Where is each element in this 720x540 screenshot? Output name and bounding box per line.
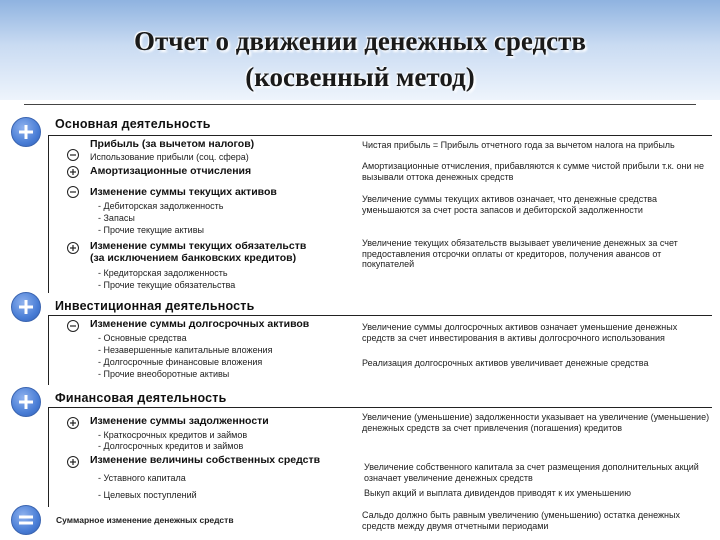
section-border — [48, 315, 49, 385]
list-item: - Кредиторская задолженность — [98, 268, 228, 278]
plus-sign-icon — [67, 166, 79, 178]
plus-sign-icon — [67, 242, 79, 254]
list-item: - Долгосрочных кредитов и займов — [98, 441, 244, 451]
section-border — [48, 407, 49, 507]
list-item: - Прочие текущие активы — [98, 225, 204, 235]
plus-circle-icon — [11, 387, 41, 417]
plus-circle-icon — [11, 292, 41, 322]
plus-sign-icon — [67, 417, 79, 429]
buyback-note: Выкуп акций и выплата дивидендов приводят к их уменьшению — [364, 488, 631, 498]
list-item: - Долгосрочные финансовые вложения — [98, 357, 263, 367]
list-item: - Незавершенные капитальные вложения — [98, 345, 273, 355]
list-item: - Прочие внеоборотные активы — [98, 369, 230, 379]
list-item: - Запасы — [98, 213, 135, 223]
list-item: - Прочие текущие обязательства — [98, 280, 236, 290]
debt-note: Увеличение (уменьшение) задолженности указывает на увеличение (уменьшение) денежных средств за счет привлечения (погашения) кредитов — [362, 412, 710, 433]
minus-sign-icon — [67, 149, 79, 161]
current-liabilities-heading-2: (за исключением банковских кредитов) — [90, 252, 297, 264]
profit-heading: Прибыль (за вычетом налогов) — [90, 138, 255, 150]
section-operating-title: Основная деятельность — [55, 117, 211, 131]
long-term-assets-note: Увеличение суммы долгосрочных активов означает уменьшение денежных средств за счет инвестирования в активы долгосрочного использования — [362, 322, 678, 343]
list-item: - Целевых поступлений — [98, 490, 197, 500]
section-investing-title: Инвестиционная деятельность — [55, 299, 255, 313]
section-divider — [48, 315, 712, 316]
list-item: - Основные средства — [98, 333, 187, 343]
summary-label: Суммарное изменение денежных средств — [56, 515, 234, 525]
amortization-note: Амортизационные отчисления, прибавляются к сумме чистой прибыли т.к. они не вызывали оттока денежных средств — [362, 161, 705, 182]
list-item: - Уставного капитала — [98, 473, 186, 483]
summary-note: Сальдо должно быть равным увеличению (уменьшению) остатка денежных средств между двумя отчетными периодами — [362, 510, 680, 531]
equity-note: Увеличение собственного капитала за счет размещения дополнительных акций означает увеличение денежных средств — [364, 462, 699, 483]
page-title: Отчет о движении денежных средств — [134, 26, 586, 56]
equity-heading: Изменение величины собственных средств — [90, 454, 321, 466]
debt-heading: Изменение суммы задолженности — [90, 415, 269, 427]
long-term-assets-heading: Изменение суммы долгосрочных активов — [90, 318, 310, 330]
current-liabilities-heading: Изменение суммы текущих обязательств — [90, 240, 307, 252]
current-assets-note: Увеличение суммы текущих активов означает, что денежные средства уменьшаются за счет роста запасов и дебиторской задолженности — [362, 194, 657, 215]
amortization-heading: Амортизационные отчисления — [90, 165, 252, 177]
plus-sign-icon — [67, 456, 79, 468]
section-financing-title: Финансовая деятельность — [55, 391, 227, 405]
section-border — [48, 135, 49, 293]
asset-sale-note: Реализация долгосрочных активов увеличивает денежные средства — [362, 358, 649, 368]
plus-circle-icon — [11, 117, 41, 147]
current-assets-heading: Изменение суммы текущих активов — [90, 186, 277, 198]
minus-sign-icon — [67, 186, 79, 198]
section-divider — [48, 407, 712, 408]
profit-sub: Использование прибыли (соц. сфера) — [90, 152, 249, 162]
section-divider — [48, 135, 712, 136]
page-subtitle: (косвенный метод) — [245, 62, 475, 92]
list-item: - Дебиторская задолженность — [98, 201, 224, 211]
minus-sign-icon — [67, 320, 79, 332]
divider — [24, 104, 696, 105]
list-item: - Краткосрочных кредитов и займов — [98, 430, 248, 440]
net-profit-note: Чистая прибыль = Прибыль отчетного года за вычетом налога на прибыль — [362, 140, 675, 150]
equals-circle-icon — [11, 505, 41, 535]
current-liabilities-note: Увеличение текущих обязательств вызывает увеличение денежных за счет предоставления отсрочки оплаты от кредиторов, получения авансов от покупателей — [362, 238, 678, 269]
